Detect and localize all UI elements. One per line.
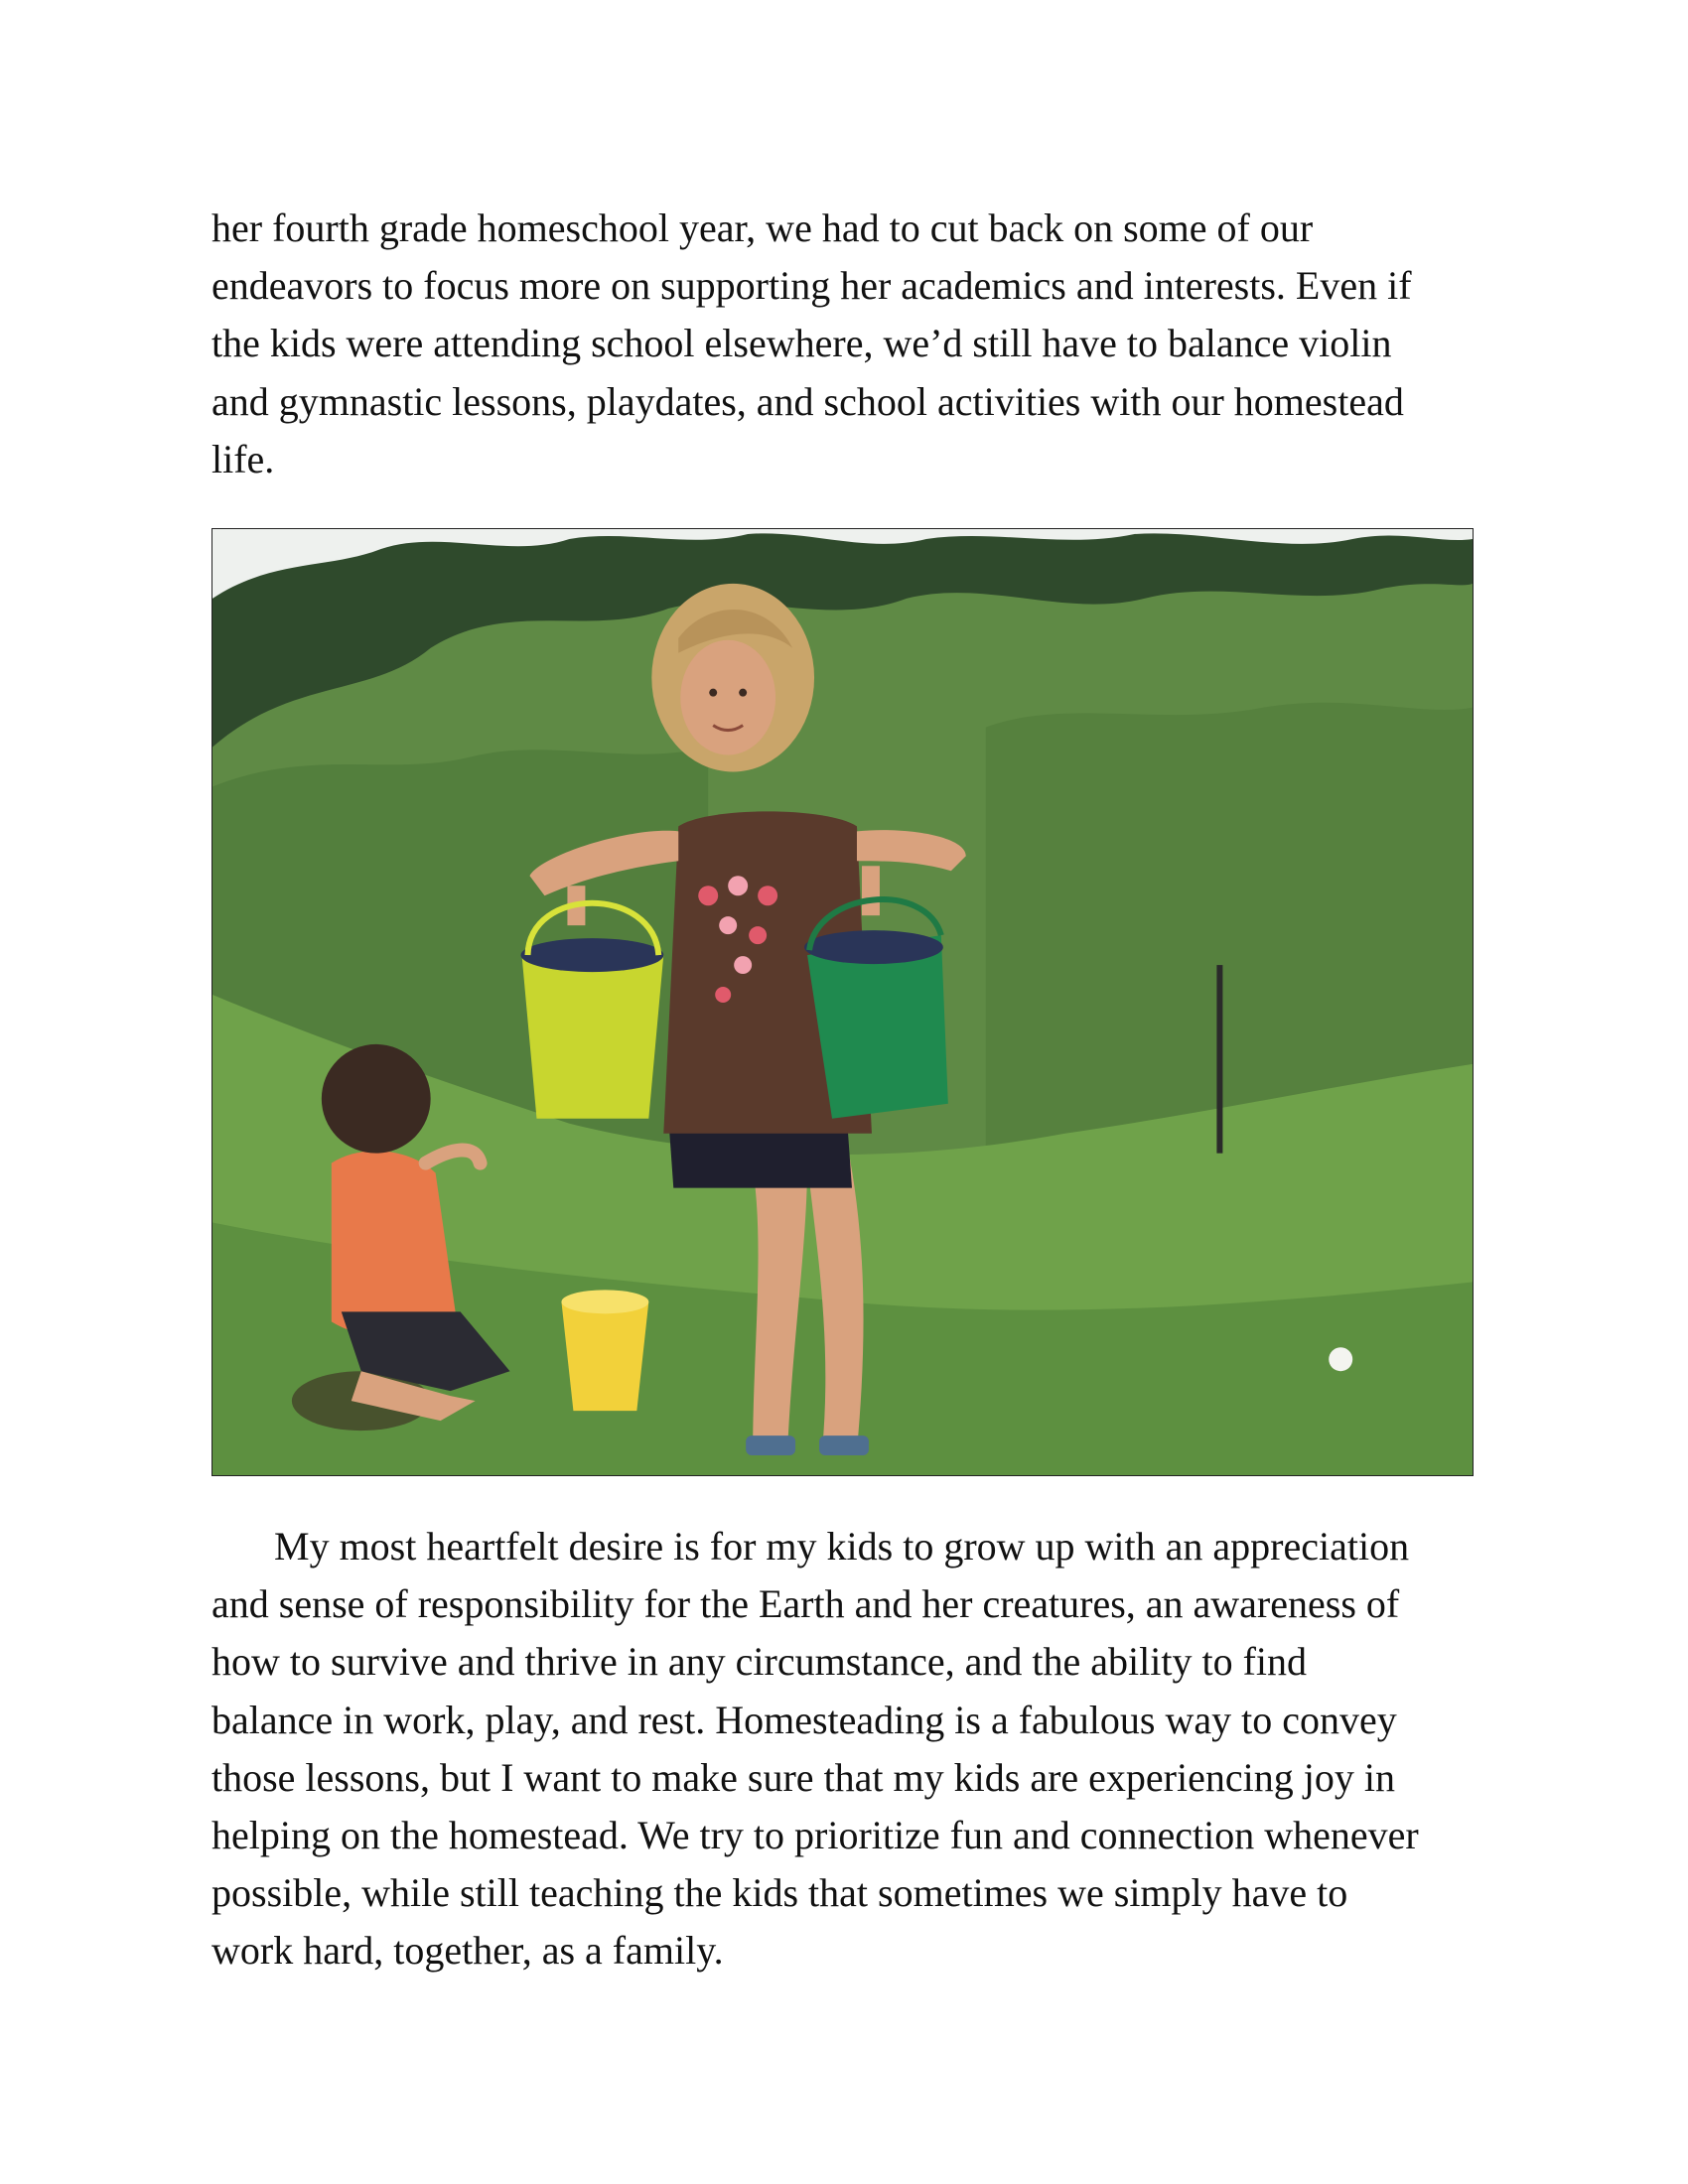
photo-illustration xyxy=(212,529,1473,1475)
photo-girl-right-forearm xyxy=(862,866,880,915)
text-line-first xyxy=(211,1518,1482,1575)
text-line: those lessons, but I want to make sure that my kids are experiencing joy in xyxy=(211,1754,1395,1800)
photo-dandelion xyxy=(1329,1347,1352,1371)
text-line: her fourth grade homeschool year, we had to cut back on some of our xyxy=(211,205,1314,250)
photo-dress-flower xyxy=(698,886,718,905)
photo-bucket-yellow-green xyxy=(522,955,664,1119)
text-line: balance in work, play, and rest. Homesteading is a fabulous way to convey xyxy=(211,1697,1397,1742)
text-line: helping on the homestead. We try to prioritize fun and connection whenever xyxy=(211,1813,1419,1858)
photo-dress-flower xyxy=(758,886,777,905)
photo-bucket-yellow xyxy=(561,1301,648,1411)
paragraph-bottom xyxy=(211,1518,1482,1980)
photo-dress-flower xyxy=(715,987,731,1003)
text-line-content: My most heartfelt desire is for my kids to grow up with an appreciation xyxy=(274,1524,1410,1569)
photo-girl-eye xyxy=(739,689,747,697)
text-line: and gymnastic lessons, playdates, and school activities with our homestead xyxy=(211,378,1404,424)
text-line: life. xyxy=(211,436,275,481)
photo-girl-face xyxy=(680,640,775,755)
text-line: possible, while still teaching the kids that sometimes we simply have to xyxy=(211,1870,1348,1916)
text-line: endeavors to focus more on supporting her academics and interests. Even if xyxy=(211,263,1412,309)
photo-dress-flower xyxy=(719,916,737,934)
photo-girl-right-sandal xyxy=(819,1435,869,1455)
photo-blueberries-right xyxy=(804,930,943,964)
photo-fence-post xyxy=(1216,965,1222,1154)
paragraph-top xyxy=(211,200,1482,488)
photo-girl-left-sandal xyxy=(746,1435,795,1455)
photo-child-dark-hair xyxy=(322,1044,431,1154)
text-line: and sense of responsibility for the Earth and her creatures, an awareness of xyxy=(211,1581,1400,1627)
photo-girl-eye xyxy=(709,689,717,697)
photo-blueberries-left xyxy=(521,938,664,972)
photo-bucket-yellow-rim xyxy=(561,1290,648,1313)
photo-dress-flower xyxy=(749,926,767,944)
photo-children-blueberry-picking xyxy=(211,528,1474,1476)
photo-dress-flower xyxy=(728,876,748,895)
text-line: the kids were attending school elsewhere, we’d still have to balance violin xyxy=(211,321,1392,366)
text-line: work hard, together, as a family. xyxy=(211,1928,724,1974)
photo-dress-flower xyxy=(734,956,752,974)
text-line: how to survive and thrive in any circumstance, and the ability to find xyxy=(211,1639,1308,1685)
